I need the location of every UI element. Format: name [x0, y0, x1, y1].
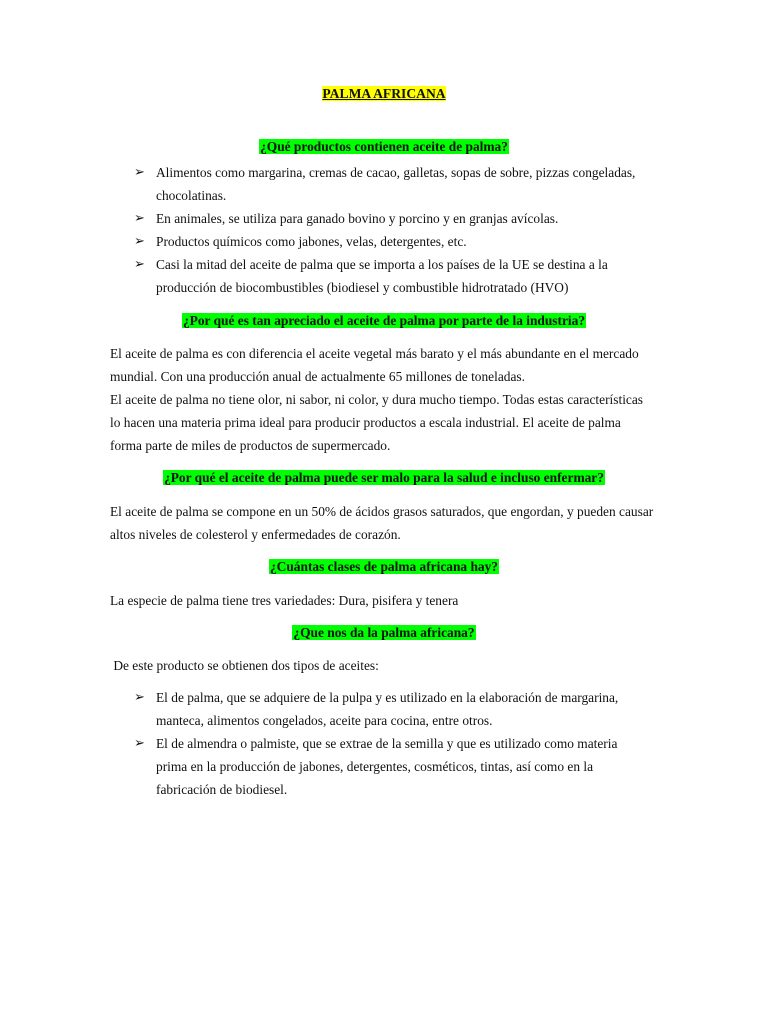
document-title — [0, 84, 768, 104]
section-heading-products — [0, 138, 768, 156]
list-item-text: El de almendra o palmiste, que se extrae de la semilla y que es utilizado como materia prima en la producción de jabones, detergentes, cosméticos, tintas, así como en la fabricación de biodiesel. — [156, 736, 618, 797]
list-item — [0, 161, 690, 207]
document-title-text: PALMA AFRICANA — [322, 86, 446, 101]
list-item-text: Alimentos como margarina, cremas de cacao, galletas, sopas de sobre, pizzas congeladas, chocolatinas. — [156, 165, 636, 203]
heading-text: ¿Qué productos contienen aceite de palma? — [260, 139, 508, 154]
paragraph-industry: El aceite de palma es con diferencia el aceite vegetal más barato y el más abundante en el mercado mundial. Con una producción anual de actualmente 65 millones de toneladas. El aceite de palma no tiene olor, ni sabor, ni color, y dura mucho tiempo. Todas estas características lo hacen una materia prima ideal para producir productos a escala industrial. El aceite de palma forma parte de miles de productos de supermercado. — [110, 346, 644, 453]
list-item-text: Casi la mitad del aceite de palma que se importa a los países de la UE se destina a la producción de biocombustibles (biodiesel y combustible hidrotratado (HVO) — [156, 257, 608, 295]
section-heading-health — [0, 469, 768, 487]
section-heading-uses — [0, 624, 768, 642]
list-item — [0, 207, 690, 230]
heading-text: ¿Por qué es tan apreciado el aceite de palma por parte de la industria? — [182, 313, 586, 328]
list-item — [0, 732, 690, 801]
section-heading-varieties — [0, 558, 768, 576]
paragraph-health: El aceite de palma se compone en un 50% de ácidos grasos saturados, que engordan, y pueden causar altos niveles de colesterol y enfermedades de corazón. — [110, 504, 654, 542]
list-item — [0, 230, 690, 253]
arrow-bullet-icon: ➢ — [134, 736, 145, 751]
arrow-bullet-icon: ➢ — [134, 211, 145, 226]
list-item-text: El de palma, que se adquiere de la pulpa y es utilizado en la elaboración de margarina, manteca, alimentos congelados, aceite para cocina, entre otros. — [156, 690, 619, 728]
products-bullet-list — [0, 161, 690, 299]
arrow-bullet-icon: ➢ — [134, 234, 145, 249]
heading-text: ¿Cuántas clases de palma africana hay? — [269, 559, 499, 574]
list-item — [0, 253, 690, 299]
paragraph-varieties: La especie de palma tiene tres variedades: Dura, pisifera y tenera — [110, 593, 459, 608]
list-item-text: Productos químicos como jabones, velas, detergentes, etc. — [156, 234, 467, 249]
paragraph-uses: De este producto se obtienen dos tipos de aceites: — [110, 658, 379, 673]
arrow-bullet-icon: ➢ — [134, 690, 145, 705]
arrow-bullet-icon: ➢ — [134, 257, 145, 272]
heading-text: ¿Que nos da la palma africana? — [293, 625, 475, 640]
heading-text: ¿Por qué el aceite de palma puede ser malo para la salud e incluso enfermar? — [164, 470, 604, 485]
list-item-text: En animales, se utiliza para ganado bovino y porcino y en granjas avícolas. — [156, 211, 559, 226]
list-item — [0, 686, 690, 732]
oils-bullet-list — [0, 686, 690, 801]
section-heading-industry — [0, 312, 768, 330]
arrow-bullet-icon: ➢ — [134, 165, 145, 180]
